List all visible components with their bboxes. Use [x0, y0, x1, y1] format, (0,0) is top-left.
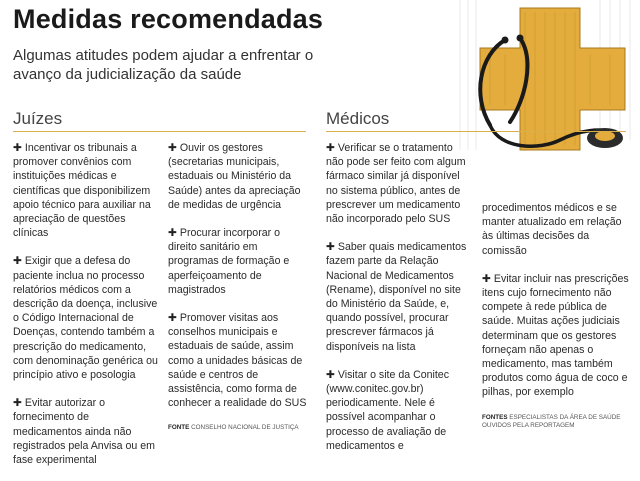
page-title: Medidas recomendadas: [13, 4, 324, 34]
plus-icon: ✚: [13, 142, 22, 154]
page-subtitle: Algumas atitudes podem ajudar a enfrentar o avanço da judicialização da saúde: [13, 47, 314, 83]
plus-icon: ✚: [168, 312, 177, 325]
list-item: ✚ Promover visitas aos conselhos municipais e estaduais de saúde, assim como a unidades básicas de saúde e centros de assistência, como forma de conhecer a realidade do SUS: [168, 312, 307, 410]
medicos-column-2: [482, 201, 630, 430]
plus-icon: ✚: [13, 255, 22, 268]
plus-icon: ✚: [326, 142, 335, 154]
list-item: ✚ Exigir que a defesa do paciente inclua no processo relatórios médicos com a descrição da doença, inclusive o Código Internacional de Doenças, contendo também a prescrição do medicamento, com denominação genérica ou princípio ativo e posologia: [13, 255, 158, 382]
list-item: ✚ Evitar incluir nas prescrições itens cujo fornecimento não compete à rede pública de saúde. Muitas ações judiciais determinam que os gestores forneçam não apenas o medicamento, mas também produtos como água de coco e pilhas, por exemplo: [482, 272, 629, 399]
juizes-column-1: [13, 141, 158, 481]
list-item: ✚ Incentivar os tribunais a promover convênios com instituições médicas e científicas que disponibilizem apoio técnico para auxiliar na apreciação de questões clínicas: [13, 142, 151, 240]
medical-cross-stethoscope-illustration: [450, 0, 640, 165]
list-item: ✚ Ouvir os gestores (secretarias municipais, estaduais ou Ministério da Saúde) antes da apreciação de medidas de urgência: [168, 142, 301, 211]
juizes-column-2: [168, 141, 308, 432]
plus-icon: ✚: [13, 397, 22, 410]
section-title-medicos: Médicos: [326, 109, 390, 128]
section-title-juizes: Juízes: [13, 109, 63, 128]
source-note-juizes: FONTE CONSELHO NACIONAL DE JUSTIÇA: [168, 424, 299, 432]
source-note-medicos: FONTES ESPECIALISTAS DA ÁREA DE SAÚDE OUVIDOS PELA REPORTAGEM: [482, 413, 621, 429]
plus-icon: ✚: [168, 227, 177, 240]
list-item-continuation: procedimentos médicos e se manter atualizado em relação às últimas decisões da comissão: [482, 202, 622, 257]
medicos-column-1: [326, 141, 472, 467]
plus-icon: ✚: [326, 241, 335, 254]
list-item: ✚ Procurar incorporar o direito sanitário em programas de formação e aperfeiçoamento de magistrados: [168, 227, 290, 296]
list-item: ✚ Visitar o site da Conitec (www.conitec.gov.br) periodicamente. Nele é possível acompanhar o processo de avaliação de medicamentos e: [326, 368, 449, 452]
plus-icon: ✚: [326, 368, 335, 381]
plus-icon: ✚: [168, 142, 177, 154]
plus-icon: ✚: [482, 272, 491, 285]
list-item: ✚ Verificar se o tratamento não pode ser feito com algum fármaco similar já disponível no sistema público, antes de prescrever um medicamento não incorporado pelo SUS: [326, 142, 466, 226]
list-item: ✚ Saber quais medicamentos fazem parte da Relação Nacional de Medicamentos (Rename), disponível no site do Ministério da Saúde, e, quando possível, procurar prescrever fármacos já disponíveis na lista: [326, 241, 467, 353]
section-rule-medicos: [326, 131, 626, 132]
list-item: ✚ Evitar autorizar o fornecimento de medicamentos ainda não registrados pela Anvisa ou em fase experimental: [13, 397, 155, 467]
section-rule-juizes: [13, 131, 306, 132]
